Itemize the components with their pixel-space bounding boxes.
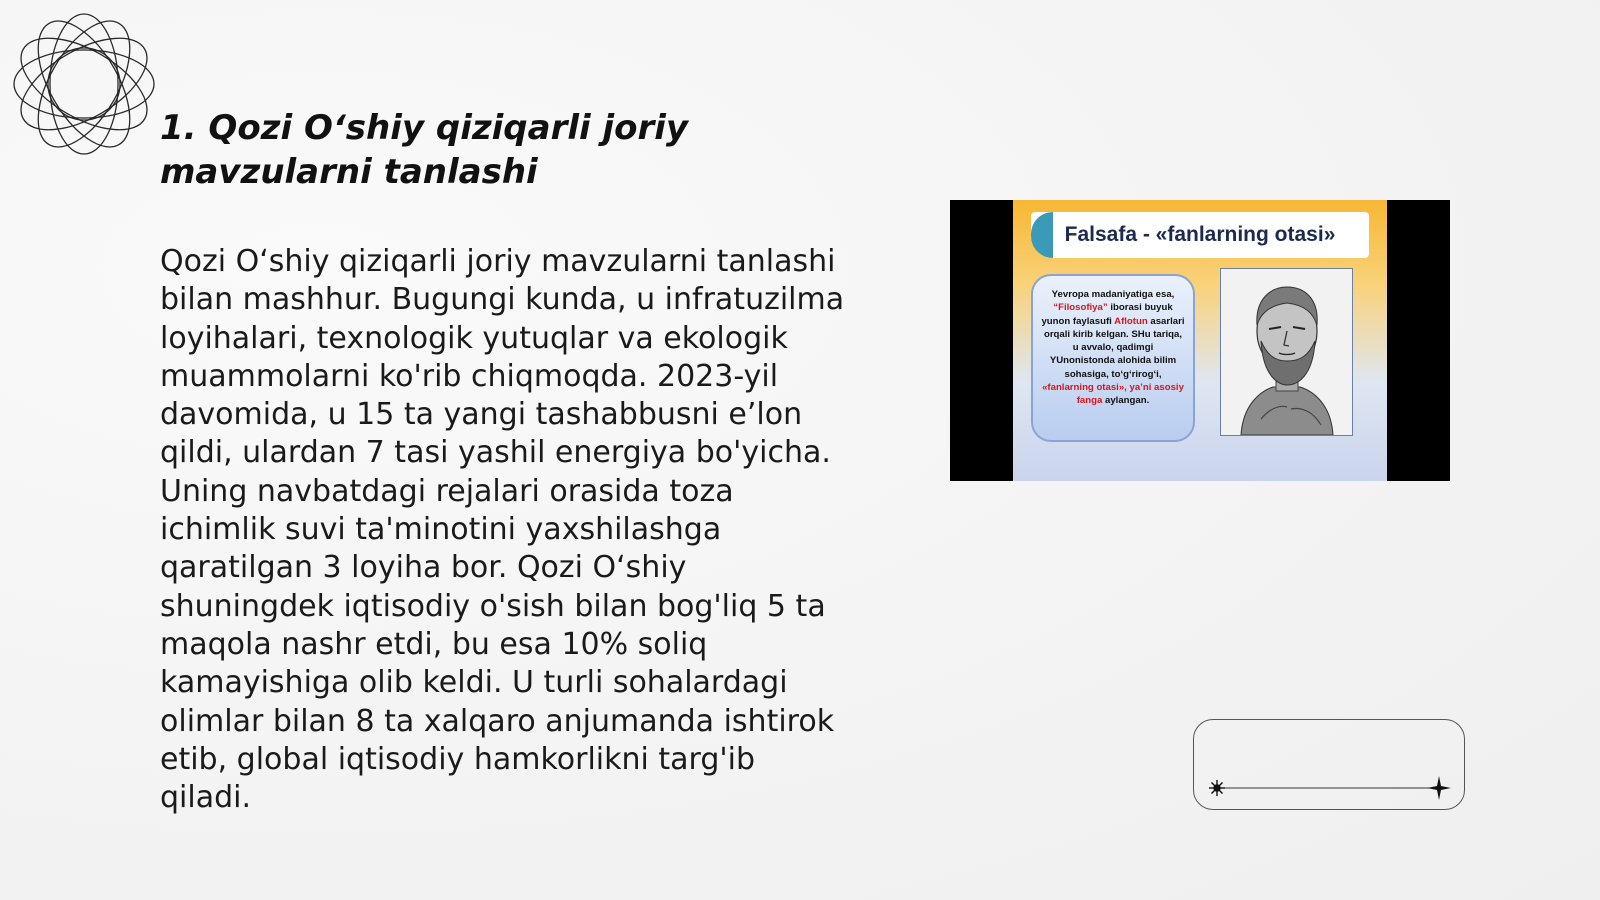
star-icon <box>1427 776 1451 800</box>
textbox-part-4: aylangan. <box>1102 395 1150 407</box>
slide-image <box>950 200 1450 481</box>
navigation-line <box>1193 719 1465 810</box>
title-line-2: mavzularni tanlashi <box>160 152 538 192</box>
page-title <box>160 106 720 194</box>
slide-textbox <box>1031 274 1195 442</box>
sparkle-icon <box>1209 780 1225 796</box>
portrait-frame <box>1220 268 1353 436</box>
circle-pattern-logo <box>10 10 158 158</box>
textbox-highlight: «fanlarning otasi», ya’ni asosiy fanga <box>1042 382 1184 407</box>
textbox-name: Aflotun <box>1114 315 1148 327</box>
textbox-part-2: iborasi buyuk yunon faylasufi <box>1041 302 1173 327</box>
title-line-1: 1. Qozi O‘shiy qiziqarli joriy <box>160 108 689 148</box>
textbox-part-3: asarlari orqali kirib kelgan. SHu tariqa, u avvalo, qadimgi YUnonistonda alohida bilim sohasiga, to‘g‘rirog‘i, <box>1043 315 1185 380</box>
textbox-part-1: Yevropa madaniyatiga esa, <box>1051 289 1175 300</box>
body-paragraph: Qozi O‘shiy qiziqarli joriy mavzularni tanlashi bilan mashhur. Bugungi kunda, u infratuzilma loyihalari, texnologik yutuqlar va ekologik muammolarni ko'rib chiqmoqda. 2023-yil davomida, u 15 ta yangi tashabbusni e’lon qildi, ulardan 7 tasi yashil energiya bo'yicha. Uning navbatdagi rejalari orasida toza ichimlik suvi ta'minotini yaxshilashga qaratilgan 3 loyiha bor. Qozi O‘shiy shuningdek iqtisodiy o'sish bilan bog'liq 5 ta maqola nashr etdi, bu esa 10% soliq kamayishiga olib keldi. U turli sohalardagi olimlar bilan 8 ta xalqaro anjumanda ishtirok etib, global iqtisodiy hamkorlikni targ'ib qiladi. <box>160 244 845 816</box>
textbox-term: “Filosofiya” <box>1053 302 1108 314</box>
slide-content <box>1013 200 1387 481</box>
philosopher-bust-icon <box>1221 269 1352 435</box>
slide-title: Falsafa - «fanlarning otasi» <box>1031 212 1369 258</box>
navigation-frame <box>1193 719 1465 810</box>
